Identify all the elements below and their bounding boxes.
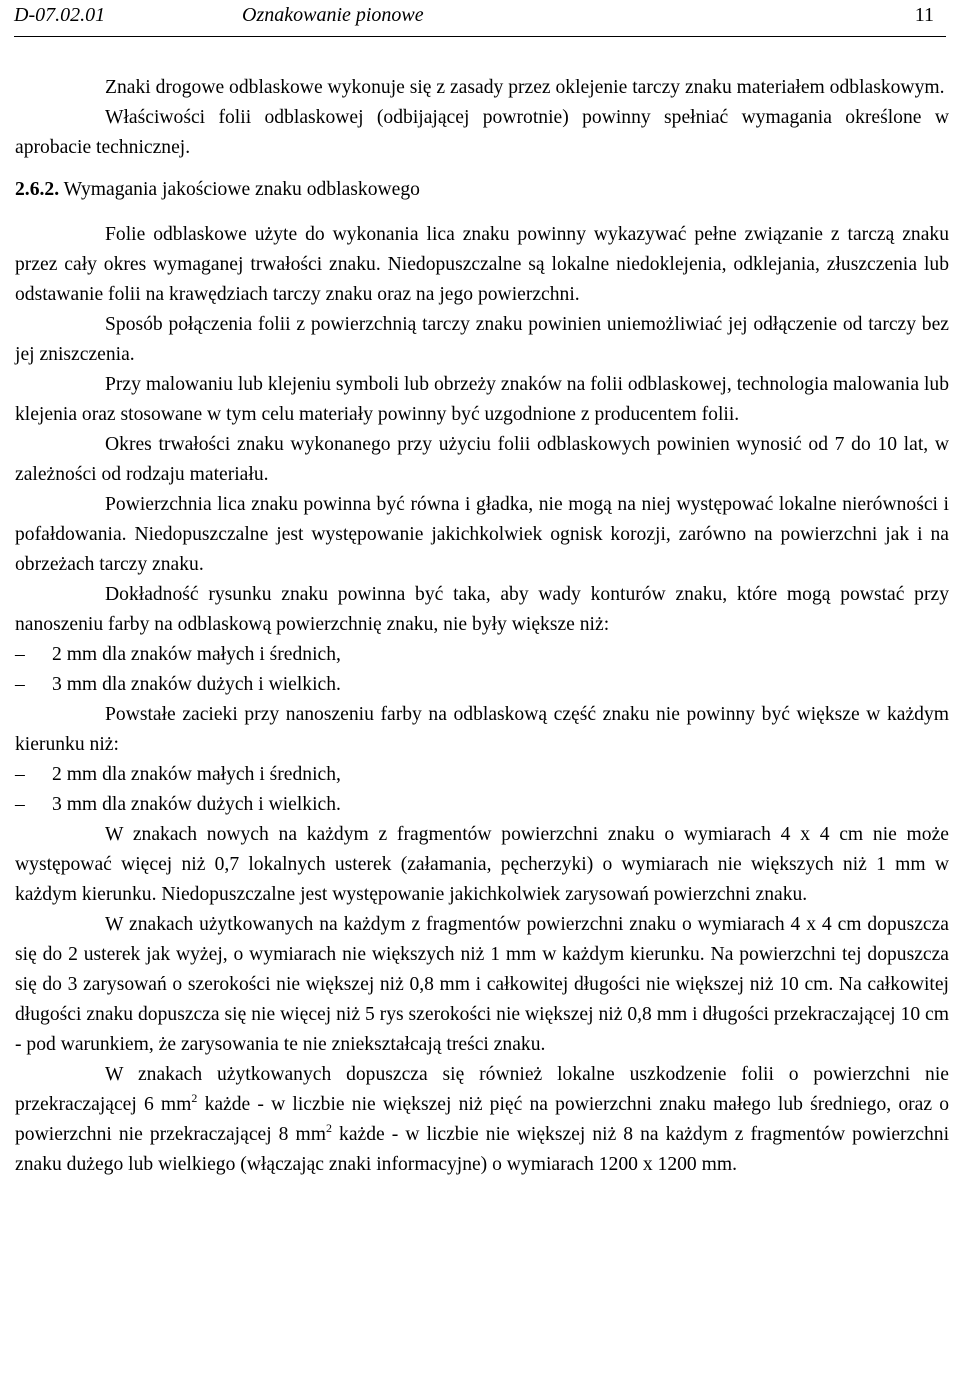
document-body bbox=[15, 73, 949, 1180]
page-header bbox=[14, 0, 946, 37]
superscript: 2 bbox=[326, 1121, 333, 1135]
list-item bbox=[15, 640, 949, 670]
superscript: 2 bbox=[191, 1091, 198, 1105]
paragraph: Przy malowaniu lub klejeniu symboli lub obrzeży znaków na folii odblaskowej, technologia malowania lub klejenia oraz stosowane w tym celu materiały powinny być uzgodnione z producentem folii. bbox=[15, 374, 949, 425]
paragraph: Powstałe zacieki przy nanoszeniu farby na odblaskową część znaku nie powinny być większe w każdym kierunku niż: bbox=[15, 704, 949, 755]
paragraph-text: każde - w liczbie nie większej niż 8 na każdym z fragmentów powierzchni znaku dużego lub wielkiego (włączając znaki informacyjne) o wymiarach 1200 x 1200 mm. bbox=[15, 1124, 950, 1175]
list-item bbox=[15, 670, 949, 700]
paragraph bbox=[15, 1060, 949, 1180]
dash-marker: – bbox=[15, 674, 25, 695]
paragraph: Okres trwałości znaku wykonanego przy użyciu folii odblaskowych powinien wynosić od 7 do 10 lat, w zależności od rodzaju materiału. bbox=[15, 434, 949, 485]
page-number: 11 bbox=[914, 4, 934, 26]
list-item bbox=[15, 790, 949, 820]
paragraph: Folie odblaskowe użyte do wykonania lica znaku powinny wykazywać pełne związanie z tarczą znaku przez cały okres wymaganej trwałości znaku. Niedopuszczalne są lokalne niedoklejenia, odklejania, złuszczenia lub odstawanie folii na krawędziach tarczy znaku oraz na jego powierzchni. bbox=[15, 224, 949, 305]
list-item-text: 2 mm dla znaków małych i średnich, bbox=[52, 644, 341, 665]
dash-marker: – bbox=[15, 794, 25, 815]
document-code: D-07.02.01 bbox=[14, 4, 106, 26]
dash-marker: – bbox=[15, 644, 25, 665]
section-title: Wymagania jakościowe znaku odblaskowego bbox=[59, 179, 420, 200]
paragraph: W znakach użytkowanych na każdym z fragmentów powierzchni znaku o wymiarach 4 x 4 cm dopuszcza się do 2 usterek jak wyżej, o wymiarach nie większych niż 1 mm w każdym kierunku. Na powierzchni tej dopuszcza się do 3 zarysowań o szerokości nie większej niż 0,8 mm i całkowitej długości nie większej niż 10 cm. Na całkowitej długości znaku dopuszcza się nie więcej niż 5 rys szerokości nie większej niż 0,8 mm i długości przekraczającej 10 cm - pod warunkiem, że zarysowania te nie zniekształcają treści znaku. bbox=[15, 914, 949, 1055]
paragraph: Sposób połączenia folii z powierzchnią tarczy znaku powinien uniemożliwiać jej odłączenie od tarczy bez jej zniszczenia. bbox=[15, 314, 949, 365]
paragraph: Właściwości folii odblaskowej (odbijającej powrotnie) powinny spełniać wymagania określone w aprobacie technicznej. bbox=[15, 107, 949, 158]
paragraph: Znaki drogowe odblaskowe wykonuje się z zasady przez oklejenie tarczy znaku materiałem odblaskowym. bbox=[105, 77, 945, 98]
paragraph: Powierzchnia lica znaku powinna być równa i gładka, nie mogą na niej występować lokalne nierówności i pofałdowania. Niedopuszczalne jest występowanie jakichkolwiek ognisk korozji, zarówno na powierzchni jak i na obrzeżach tarczy znaku. bbox=[15, 494, 949, 575]
list-item-text: 3 mm dla znaków dużych i wielkich. bbox=[52, 794, 341, 815]
dash-marker: – bbox=[15, 764, 25, 785]
list-item-text: 2 mm dla znaków małych i średnich, bbox=[52, 764, 341, 785]
section-heading bbox=[15, 175, 949, 205]
paragraph: Dokładność rysunku znaku powinna być taka, aby wady konturów znaku, które mogą powstać przy nanoszeniu farby na odblaskową powierzchnię znaku, nie były większe niż: bbox=[15, 584, 949, 635]
paragraph-text: W znakach użytkowanych dopuszcza się również lokalne uszkodzenie folii o powierzchni nie przekraczającej 6 mm bbox=[15, 1064, 949, 1115]
document-title: Oznakowanie pionowe bbox=[242, 4, 424, 26]
list-item bbox=[15, 760, 949, 790]
paragraph: W znakach nowych na każdym z fragmentów powierzchni znaku o wymiarach 4 x 4 cm nie może występować więcej niż 0,7 lokalnych usterek (załamania, pęcherzyki) o wymiarach nie większych niż 1 mm w każdym kierunku. Niedopuszczalne jest występowanie jakichkolwiek zarysowań powierzchni znaku. bbox=[15, 824, 949, 905]
list-item-text: 3 mm dla znaków dużych i wielkich. bbox=[52, 674, 341, 695]
section-number: 2.6.2. bbox=[15, 179, 60, 200]
paragraph-text: każde - w liczbie nie większej niż pięć na powierzchni znaku małego lub średniego, oraz o powierzchni nie przekraczającej 8 mm bbox=[15, 1094, 949, 1145]
